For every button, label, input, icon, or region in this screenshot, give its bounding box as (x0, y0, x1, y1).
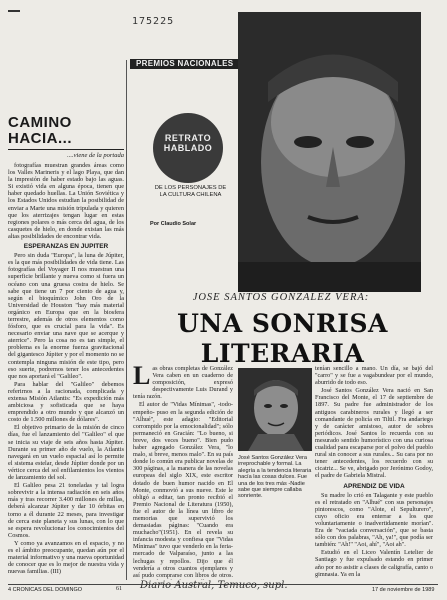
paragraph: Y como ya avanzamos en el espacio, y no es el ámbito preocupante, quedan aún por el material informativo y una nueva oportunidad de conocer que es lo mejor de nuestra vida y nuevas familias. (III) (8, 539, 124, 576)
footer-publication: 4 CRONICAS DEL DOMINGO (8, 587, 83, 593)
logo-sub-2: LA CULTURA CHILENA (159, 191, 222, 198)
left-column-article (8, 115, 124, 585)
left-column-body (8, 162, 124, 575)
paragraph: El autor de "Vidas Mínimas", -todo-empeño- puso en la segunda edición de "Alhué", este adagio: "Editorial corrompido por la emocionalidad"; sólo permaneció en Gracián: "Lo bueno, si breve, dos veces bueno". Bien pudo haber agregado González Vera, "lo malo, si breve, menos malo". En su país donde lo común era publicar novelas de 300 páginas, a la manera de las novelas europeas del siglo XIX, este escritor dotado de buen humor nacido en El Monte, conmovió a sus nueve. Este le obligó a editar, tan pronto recibió el Premio Nacional de Literatura (1950), fue el autor de la línea un libro de memorias que supervivió los demasiadas páginas: "Cuando era muchacho"(1951). En el revela su infancia modesta y confiesa que "Vidas Mínimas" tuvo que venderlo en la feria-mercado de Valparaíso, junto a las lechugas y repollos. Dijo que él vendería a otros cuantos ejemplares y así pudo comprarse con libros de otros. (133, 401, 233, 579)
paragraph: Para hablar del "Galileo" debemos referirnos a la racionada, complicada y extensa Misión Atlantis: "Es expedición más ambiciosa y sofisticada que se haya emprendido a otro mundo y que alcanzó un costo de 1.500 millones de dólares". (8, 380, 124, 424)
margin-mark (8, 10, 20, 12)
paragraph: as obras completas de González Vera caben en un cuaderno de composición, expresó despectivamente Luis Durand y tenía razón. (133, 365, 233, 401)
section-heading: ESPERANZAS EN JUPITER (23, 243, 109, 251)
small-portrait-photo (238, 368, 312, 451)
article-column-2 (315, 365, 433, 580)
article-title: CAMINO HACIA... (8, 115, 72, 147)
retrato-hablado-logo (143, 113, 238, 208)
portrait-photo (238, 12, 421, 292)
logo-title (153, 133, 223, 153)
paragraph: Estudió en el Liceo Valentín Letelier de Santiago y fue expulsado estando en primer año por no asistir a clases de caligrafía, canto o gimnasia. Ya en la (315, 549, 433, 578)
main-headline: UNA SONRISA LITERARIA (177, 309, 388, 368)
paragraph: Pero sin duda "Europa", la luna de Júpiter, es la que más posibilidades de vida tiene. Las fotografías del Voyager II nos muestran una superficie brillante y nueva como si fuera un océano con una gruesa costra de hielo. Se sabe que tiene un 7 por ciento de agua y, según el bioquímico John Oro de la Universidad de Houston "hay más material orgánico en Europa que en la biosfera terrestre, además de otros elementos como fósforo, que es crucial para la vida". Es necesario enviar una nave que se acerque y aterrice". Pero la cosa no es tan simple, el problema es la enorme fuerza gravitacional del gigantesco Júpiter y por el momento no se contempla ninguna misión de este tipo, pero eso suerte, podremos tener los antecedentes que nos aportará el "Galileo". (8, 252, 124, 380)
handwritten-source-note: Diario Austral, Temuco, supl. (140, 580, 288, 591)
paragraph: El objetivo primario de la misión de cinco días, fue el lanzamiento del "Galileo" el que se inicia su viaje de seis años hasta Júpiter. Durante su primer año de vuelo, la Atlantis navegará en un vuelo espacial así lo permite el sistema estelar, desde Júpiter donde por un vértice cerca del sol enfilamientos los vientos de lanzamiento del sol. (8, 424, 124, 482)
paragraph: tenían sencillo a mano. Un día, se bajó del "carro" y se fue a vagabundear por el mundo, aburrido de todo eso. (315, 365, 433, 387)
logo-line-1: RETRATO (164, 133, 212, 143)
logo-subtitle (143, 185, 238, 198)
footer-date: 17 de noviembre de 1989 (372, 587, 435, 593)
handwritten-archive-code: 175225 (132, 16, 175, 27)
headline-kicker: JOSE SANTOS GONZALEZ VERA: (192, 292, 370, 303)
author-credit: Por Claudio Solar (150, 221, 197, 227)
paragraph: Su madre lo crió en Talagante y este pueblo es el retratado en "Alhué" con sus personajes pintorescos, como "Alote, el Sepulturero", cuyo oficio era enterrar a los que voluntariamente o inadvertidamente morían". Era de "vaciada conversación", que se basta sólo con dos palabras, "Ah, ya!", que podía ser también: "Ah!" "Aoi, ahí", "Aoi ah". (315, 491, 433, 549)
article-column-1 (133, 365, 233, 580)
logo-sub-1: DE LOS PERSONAJES DE (154, 185, 227, 191)
small-portrait-image (238, 368, 312, 451)
paragraph: fotografías muestran grandes áreas como los Valles Marineris y el lago Playa, que dan la impresión de haber estado bajo las aguas. Si existió vida en alguna época, tienen que haber quedado huellas. La Unión Soviética y los Estados Unidos estudian la posibilidad de enviar a Marte una misión tripulada y quieren que los aterrizajes tengan lugar en estas regiones polares o más cerca del agua, de los casquetes de hielo, en donde existan las más altas posibilidades de encontrar vida. (8, 162, 124, 240)
logo-line-2: HABLADO (163, 143, 213, 153)
section-heading: APRENDIZ DE VIDA (343, 482, 405, 490)
continued-from-note: ....viene de la portada (67, 152, 124, 159)
portrait-image (238, 12, 421, 292)
section-banner: PREMIOS NACIONALES (130, 59, 247, 69)
page-number: 61 (116, 586, 122, 592)
drop-cap: L (133, 365, 151, 390)
paragraph: El Galileo pesa 21 toneladas y tal logra sobrevivir a la intensa radiación en seis años más y tras recorrer 3.400 millones de millas, deberá alcanzar Júpiter y dar 10 órbitas en torno a él durante 22 meses, para investigar de cerca este planeta y sus lunas, con lo que se espera revolucionar los conocimientos del Cosmos. (8, 482, 124, 539)
title-rule (8, 149, 124, 150)
photo-caption: José Santos González Vera irreprochable y formal. La alegría a la tendencia literaria hacía las cosas dulces. Fue una de los tres más -Nadie sabe que siempre callaba sonriente. (238, 455, 312, 500)
column-divider (126, 60, 127, 580)
paragraph: José Santos González Vera nació en San Francisco del Monte, el 17 de septiembre de 1897. Su padre fue administrador de los antiguos carabineros rurales y llegó a ser comandante de policía en Tiltil. Fra andariego y de carácter amistoso, autor de sobres periódicos. José Santos lo recuerda con su mesurado sentido humorístico con una curiosa cualidad para escaparse por el polvo del pueblo rural sin conocer a sus rurales... Su cara por no tener antecedentes, los recuerdo con su cicatriz... Se ve, abrigado por Jerónimo Godoy, el padre de Gabriela Mistral. (315, 387, 433, 480)
